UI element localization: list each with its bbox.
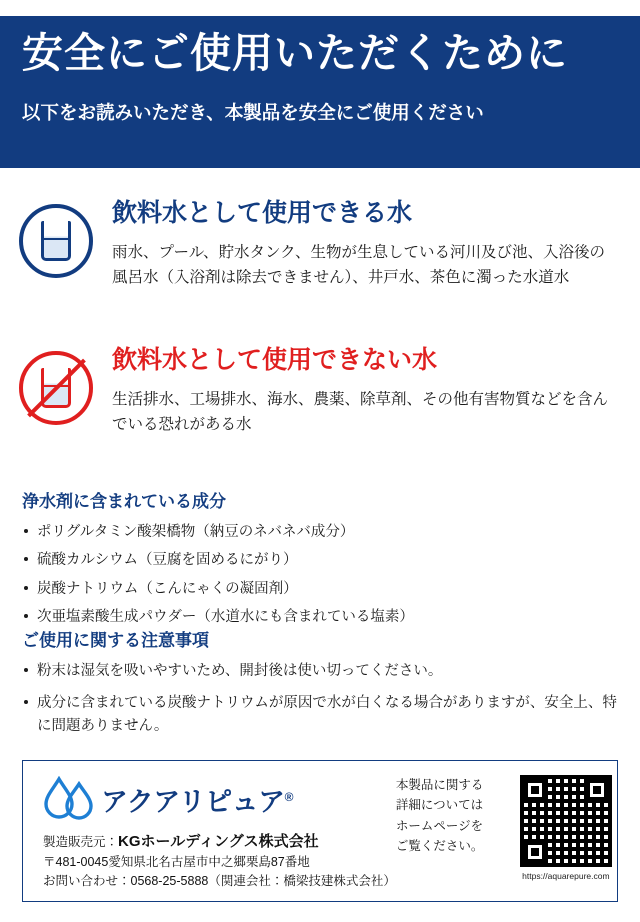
section-body-usable [112, 198, 636, 290]
company-address: 〒481-0045愛知県北名古屋市中之郷栗島87番地 [43, 855, 310, 870]
qr-note-line: 本製品に関する [395, 778, 484, 792]
caution-block [22, 626, 622, 748]
section-heading-usable: 飲料水として使用できる水 [112, 199, 413, 227]
caution-heading: ご使用に関する注意事項 [22, 631, 209, 650]
qr-note-line: 詳細については [395, 798, 484, 813]
section-heading-unusable: 飲料水として使用できない水 [112, 346, 438, 374]
ingredients-heading: 浄水剤に含まれている成分 [22, 492, 226, 511]
header-band [0, 16, 640, 168]
icon-container-unusable [0, 345, 112, 425]
icon-container-usable [0, 198, 112, 278]
qr-note-line: ホームページを [395, 818, 484, 833]
section-usable-water [0, 198, 640, 290]
ingredients-list [22, 521, 622, 629]
list-item: 成分に含まれている炭酸ナトリウムが原因で水が白くなる場合がありますが、安全上、特に問題ありません。 [22, 692, 622, 738]
manufacturer-value: KGホールディングス株式会社 [118, 833, 319, 850]
qr-finder-top-right [585, 778, 609, 802]
manufacturer-line [43, 831, 396, 853]
brand-row [43, 771, 396, 827]
footer-box [22, 760, 618, 902]
footer-right [396, 771, 628, 893]
list-item: 炭酸ナトリウム（こんにゃくの凝固剤） [22, 578, 622, 600]
list-item: ポリグルタミン酸架橋物（納豆のネバネバ成分） [22, 521, 622, 543]
qr-column [514, 775, 618, 881]
brand-name [101, 780, 293, 819]
qr-note [396, 775, 514, 856]
header-subtitle: 以下をお読みいただき、本製品を安全にご使用ください [22, 102, 484, 124]
glass-shape [41, 221, 71, 261]
section-text-usable: 雨水、プール、貯水タンク、生物が生息している河川及び池、入浴後の風呂水（入浴剤は除去できません）、井戸水、茶色に濁った水道水 [112, 244, 606, 287]
company-contact: お問い合わせ：0568-25-5888（関連会社：橋梁技建株式会社） [43, 873, 396, 888]
drinking-glass-allowed-icon [19, 204, 93, 278]
page-title: 安全にご使用いただくために [22, 30, 568, 76]
qr-finder-bottom-left [523, 840, 547, 864]
manufacturer-label: 製造販売元： [43, 835, 119, 849]
qr-code-icon[interactable] [520, 775, 612, 867]
ingredients-block [22, 487, 622, 635]
website-url: https://aquarepure.com [522, 871, 610, 881]
caution-list [22, 660, 622, 739]
list-item: 次亜塩素酸生成パウダー（水道水にも含まれている塩素） [22, 606, 622, 628]
drinking-glass-prohibited-icon [19, 351, 93, 425]
section-unusable-water [0, 345, 640, 437]
list-item: 硫酸カルシウム（豆腐を固めるにがり） [22, 549, 622, 571]
section-body-unusable [112, 345, 636, 437]
footer-left [35, 771, 396, 893]
qr-note-line: ご覧ください。 [395, 838, 484, 853]
list-item: 粉末は湿気を吸いやすいため、開封後は使い切ってください。 [22, 660, 622, 683]
qr-finder-top-left [523, 778, 547, 802]
aqua-droplet-logo-icon [43, 776, 95, 822]
registered-trademark-mark: ® [284, 789, 293, 804]
section-text-unusable: 生活排水、工場排水、海水、農薬、除草剤、その他有害物質などを含んでいる恐れがある水 [112, 391, 609, 434]
company-info [43, 831, 396, 890]
water-level-line [43, 238, 69, 240]
brand-name-text: アクアリピュア [101, 786, 285, 817]
